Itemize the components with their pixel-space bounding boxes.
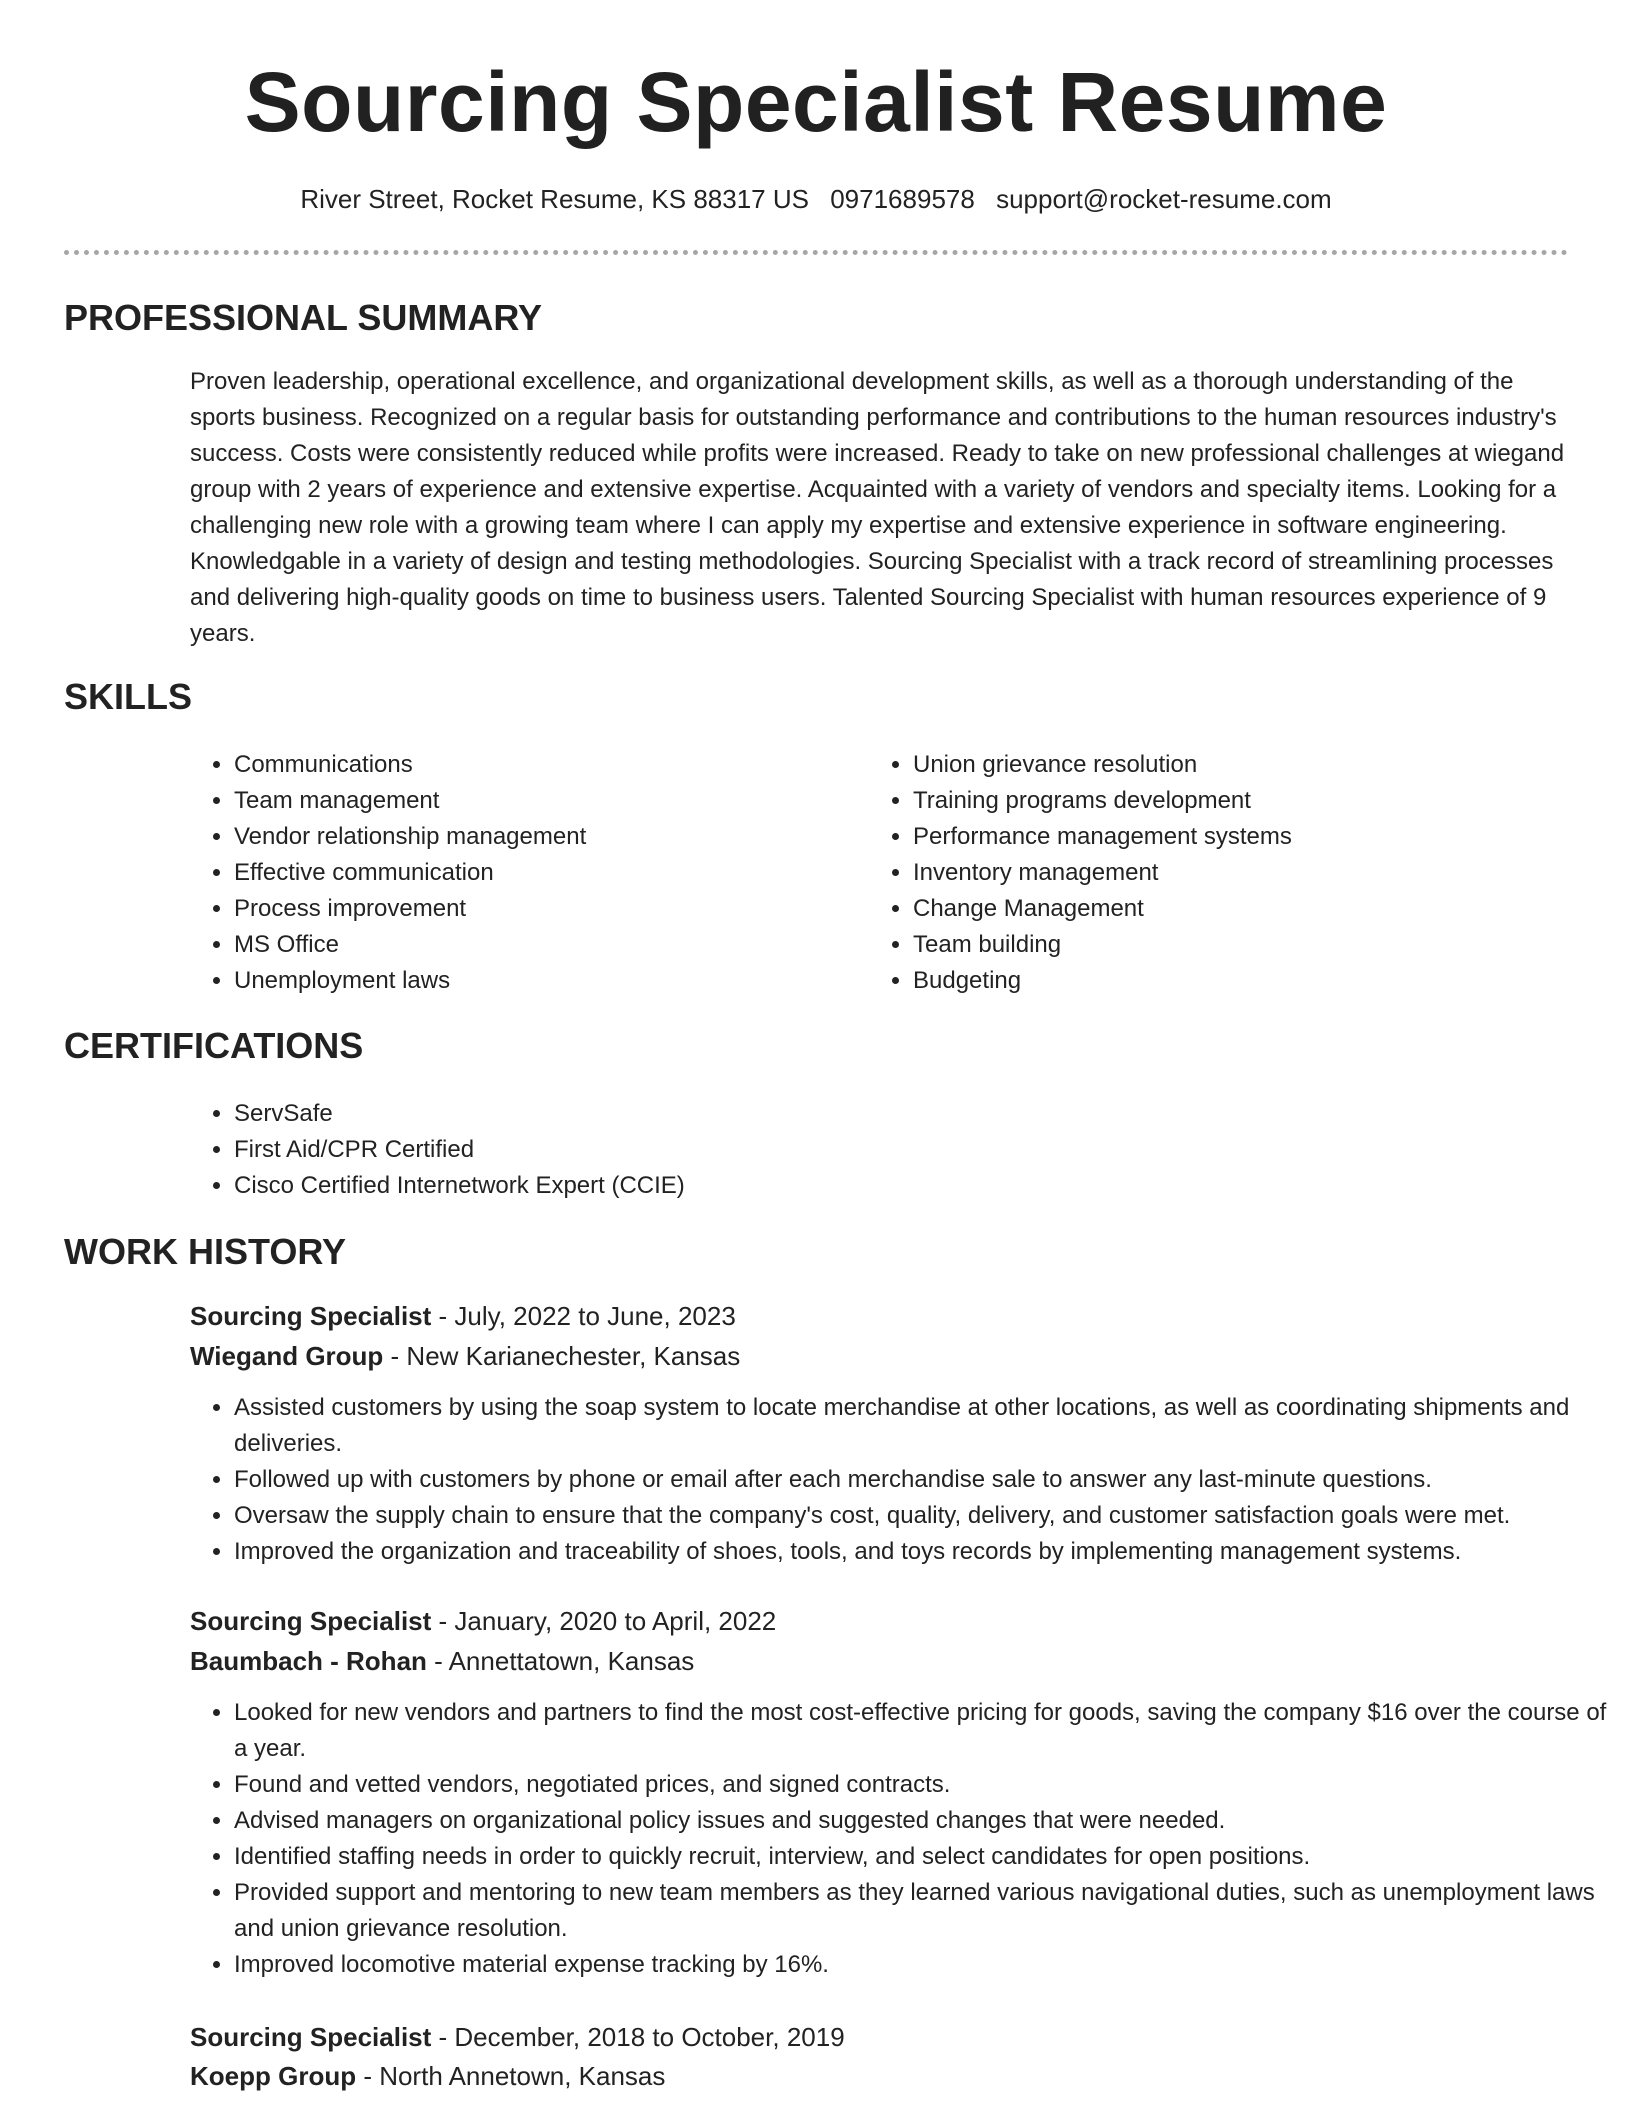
resume-title: Sourcing Specialist Resume [244,55,1388,149]
job-dates: - January, 2020 to April, 2022 [431,1606,777,1636]
list-item: • Found and vetted vendors, negotiated prices, and signed contracts. [234,1767,1614,1803]
list-item: • Improved locomotive material expense tracking by 16%. [234,1947,1614,1983]
summary-text: Proven leadership, operational excellence, and organizational development skills, as well as a thorough understanding of the sports business. Recognized on a regular basis for outstanding performance and contributions to the human resources industry's success. Costs were consistently reduced while profits were increased. Ready to take on new professional challenges at wiegand group with 2 years of experience and extensive expertise. Acquainted with a variety of vendors and specialty items. Looking for a challenging new role with a growing team where I can apply my expertise and extensive experience in software engineering. Knowledgable in a variety of design and testing methodologies. Sourcing Specialist with a track record of streamlining processes and delivering high-quality goods on time to business users. Talented Sourcing Specialist with human resources experience of 9 years. [190,368,1565,647]
list-item: • Process improvement [234,891,854,927]
list-item: • Team building [913,927,1533,963]
header-divider [64,250,1568,255]
job-company: Koepp Group [190,2061,357,2091]
job-title-line [190,2019,1570,2055]
list-item: • Cisco Certified Internetwork Expert (CCIE) [234,1168,1614,1204]
job-location: - North Annetown, Kansas [356,2061,666,2091]
skills-list-right [869,747,1533,999]
contact-line [0,182,1632,216]
skills-heading: SKILLS [64,676,193,717]
job-company: Baumbach - Rohan [190,1646,427,1676]
job-title-line [190,1603,1570,1639]
list-item: • Advised managers on organizational policy issues and suggested changes that were needed. [234,1803,1614,1839]
job-title-line [190,1298,1570,1334]
list-item: • ServSafe [234,1096,1614,1132]
contact-phone: 0971689578 [830,184,975,214]
list-item: • Improved the organization and traceability of shoes, tools, and toys records by implementing management systems. [234,1534,1614,1570]
job-company-line [190,1643,1570,1679]
job-company-line [190,1338,1570,1374]
list-item: • Vendor relationship management [234,819,854,855]
job-bullets [190,1390,1614,1570]
job-bullets [190,1695,1614,1983]
list-item: • Communications [234,747,854,783]
skills-list-left [190,747,854,999]
list-item: • Training programs development [913,783,1533,819]
list-item: • Union grievance resolution [913,747,1533,783]
list-item: • Oversaw the supply chain to ensure that the company's cost, quality, delivery, and customer satisfaction goals were met. [234,1498,1614,1534]
list-item: • Team management [234,783,854,819]
contact-address: River Street, Rocket Resume, KS 88317 US [300,184,809,214]
job-dates: - December, 2018 to October, 2019 [431,2022,845,2052]
job-title: Sourcing Specialist [190,1301,432,1331]
job-dates: - July, 2022 to June, 2023 [431,1301,736,1331]
certifications-heading: CERTIFICATIONS [64,1025,364,1066]
list-item: • Assisted customers by using the soap system to locate merchandise at other locations, as well as coordinating shipments and deliveries. [234,1390,1614,1462]
list-item: • Effective communication [234,855,854,891]
job-location: - New Karianechester, Kansas [383,1341,741,1371]
list-item: • Looked for new vendors and partners to find the most cost-effective pricing for goods, saving the company $16 over the course of a year. [234,1695,1614,1767]
list-item: • Unemployment laws [234,963,854,999]
certifications-list [190,1096,1614,1204]
contact-email: support@rocket-resume.com [996,184,1332,214]
job-location: - Annettatown, Kansas [426,1646,695,1676]
list-item: • Identified staffing needs in order to quickly recruit, interview, and select candidates for open positions. [234,1839,1614,1875]
list-item: • Change Management [913,891,1533,927]
list-item: • Followed up with customers by phone or email after each merchandise sale to answer any last-minute questions. [234,1462,1614,1498]
job-title: Sourcing Specialist [190,1606,432,1636]
work-history-heading: WORK HISTORY [64,1231,347,1272]
list-item: • MS Office [234,927,854,963]
list-item: • Performance management systems [913,819,1533,855]
list-item: • Inventory management [913,855,1533,891]
job-title: Sourcing Specialist [190,2022,432,2052]
list-item: • Budgeting [913,963,1533,999]
list-item: • First Aid/CPR Certified [234,1132,1614,1168]
job-company-line [190,2058,1570,2094]
job-company: Wiegand Group [190,1341,384,1371]
summary-heading: PROFESSIONAL SUMMARY [64,297,543,338]
list-item: • Provided support and mentoring to new team members as they learned various navigational duties, such as unemployment laws and union grievance resolution. [234,1875,1614,1947]
